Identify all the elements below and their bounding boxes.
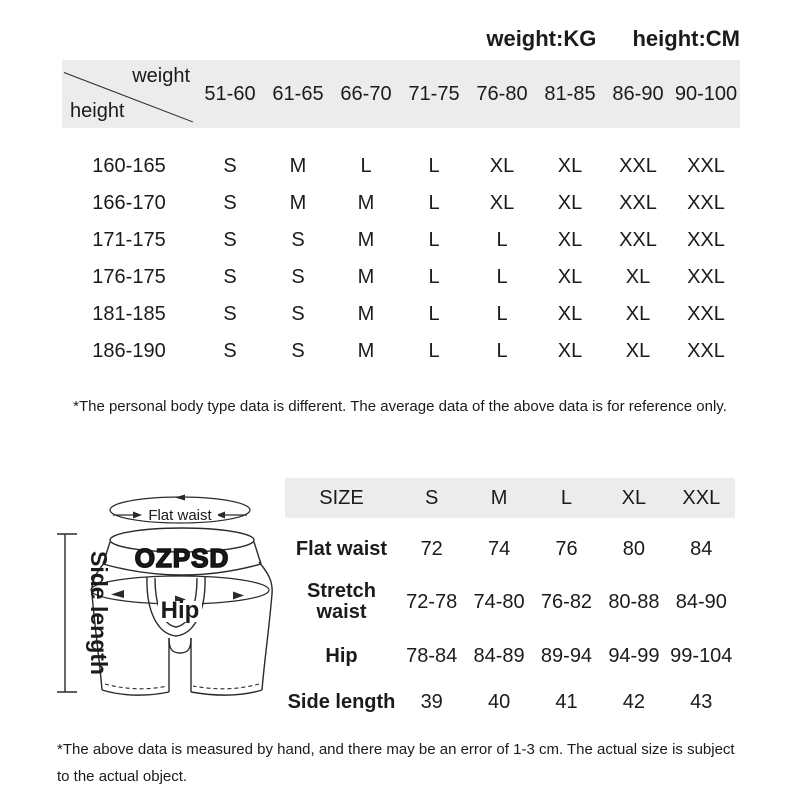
weight-range-header: 90-100 <box>674 82 738 105</box>
t2-value-cell: 74-80 <box>473 590 525 613</box>
size-cell: M <box>357 192 375 214</box>
t2-col-header: L <box>560 486 573 509</box>
t2-value-cell: 78-84 <box>406 644 458 667</box>
t2-value-cell: 84 <box>690 537 713 560</box>
units-line <box>456 26 740 52</box>
corner-weight-label: weight <box>132 65 190 87</box>
size-cell: S <box>223 192 237 214</box>
body-size-table-header <box>62 60 740 128</box>
weight-range-header: 51-60 <box>204 82 256 105</box>
size-cell: XXL <box>619 155 657 177</box>
height-range-cell: 176-175 <box>92 266 166 288</box>
size-cell: M <box>357 229 375 251</box>
t2-value-cell: 40 <box>487 690 511 713</box>
t2-value-cell: 76-82 <box>540 590 593 613</box>
right-hem-stitch <box>193 684 259 689</box>
size-cell: XXL <box>687 155 725 177</box>
size-cell: XXL <box>687 303 725 325</box>
size-cell: S <box>291 266 305 288</box>
size-cell: L <box>428 155 440 177</box>
size-cell: S <box>223 303 237 325</box>
t2-value-cell: 89-94 <box>540 644 593 667</box>
flat-waist-top-arrowhead <box>175 495 185 501</box>
t2-value-cell: 84-90 <box>675 590 727 613</box>
t2-col-header: M <box>490 486 508 509</box>
flat-waist-left-arrowhead <box>133 512 142 519</box>
size-cell: S <box>223 340 237 362</box>
size-cell: M <box>357 340 375 362</box>
weight-range-header: 71-75 <box>408 82 460 105</box>
size-cell: L <box>428 340 440 362</box>
size-cell: L <box>428 266 440 288</box>
bottom-footnote: *The above data is measured by hand, and there may be an error of 1-3 cm. The actual size is subject to the actual object. <box>57 741 735 785</box>
t2-value-cell: 42 <box>622 690 646 713</box>
corner-height-label: height <box>70 100 125 122</box>
measurement-table-body <box>285 527 735 725</box>
t2-row-label: Side length <box>287 690 396 713</box>
t2-col-header: XL <box>621 486 647 509</box>
size-cell: XL <box>625 303 651 325</box>
size-cell: M <box>289 192 307 214</box>
height-range-cell: 166-170 <box>92 192 166 214</box>
size-cell: XL <box>489 155 515 177</box>
t2-value-cell: 72 <box>420 537 443 560</box>
t2-value-cell: 94-99 <box>608 644 660 667</box>
brand-logo-text: OZPSD <box>134 543 230 573</box>
t2-value-cell: 74 <box>487 537 511 560</box>
corner-cell <box>62 60 196 128</box>
weight-range-header: 81-85 <box>544 82 596 105</box>
measurement-table-header <box>285 478 735 518</box>
side-length-label: Side length <box>86 551 112 675</box>
t2-col-header: S <box>425 486 439 509</box>
side-length-dimension <box>57 534 77 692</box>
size-cell: S <box>223 266 237 288</box>
size-cell: L <box>496 229 508 251</box>
size-cell: L <box>496 303 508 325</box>
t2-value-cell: 39 <box>420 690 443 713</box>
top-footnote: *The personal body type data is different. The average data of the above data is for reference only. <box>73 398 727 415</box>
t2-value-cell: 43 <box>690 690 713 713</box>
body-size-table-body <box>62 148 740 370</box>
size-cell: S <box>291 229 305 251</box>
size-cell: L <box>428 229 440 251</box>
height-unit-label: height:CM <box>632 26 740 51</box>
size-cell: XL <box>489 192 515 214</box>
weight-range-header: 76-80 <box>476 82 528 105</box>
t2-col-header: SIZE <box>319 486 364 509</box>
height-range-cell: 186-190 <box>92 340 166 362</box>
size-cell: M <box>357 303 375 325</box>
t2-value-cell: 76 <box>555 537 578 560</box>
size-cell: XL <box>557 266 583 288</box>
size-cell: L <box>496 340 508 362</box>
t2-value-cell: 72-78 <box>406 590 458 613</box>
height-range-cell: 160-165 <box>92 155 166 177</box>
weight-unit-label: weight:KG <box>486 26 597 51</box>
size-cell: XL <box>557 192 583 214</box>
height-range-cell: 181-185 <box>92 303 166 325</box>
size-cell: L <box>360 155 372 177</box>
size-cell: XXL <box>687 229 725 251</box>
size-cell: XL <box>625 266 651 288</box>
hip-right-arrowhead <box>233 592 244 600</box>
t2-row-label: Stretch waist <box>307 579 376 623</box>
t2-value-cell: 99-104 <box>670 644 733 667</box>
size-cell: XL <box>557 155 583 177</box>
t2-col-header: XXL <box>682 486 721 509</box>
t2-row-label: Hip <box>325 644 358 667</box>
size-cell: XXL <box>687 340 725 362</box>
size-cell: L <box>428 303 440 325</box>
weight-range-header: 66-70 <box>340 82 392 105</box>
height-range-cell: 171-175 <box>92 229 166 251</box>
size-cell: XXL <box>687 192 725 214</box>
t2-value-cell: 80-88 <box>608 590 660 613</box>
size-cell: L <box>496 266 508 288</box>
size-cell: XL <box>557 340 583 362</box>
size-cell: XXL <box>619 229 657 251</box>
size-cell: XL <box>557 303 583 325</box>
size-cell: M <box>357 266 375 288</box>
t2-row-label: Flat waist <box>295 537 388 560</box>
left-hem-stitch <box>105 684 167 689</box>
size-cell: XXL <box>687 266 725 288</box>
size-cell: XXL <box>619 192 657 214</box>
size-cell: XL <box>625 340 651 362</box>
size-cell: S <box>223 229 237 251</box>
weight-range-header: 86-90 <box>612 82 664 105</box>
boxer-shorts-illustration <box>45 478 295 720</box>
size-cell: S <box>223 155 237 177</box>
size-cell: S <box>291 340 305 362</box>
hip-label: Hip <box>160 597 200 624</box>
weight-range-header: 61-65 <box>272 82 324 105</box>
size-cell: XL <box>557 229 583 251</box>
size-cell: M <box>289 155 307 177</box>
t2-value-cell: 84-89 <box>473 644 525 667</box>
t2-value-cell: 41 <box>555 690 578 713</box>
flat-waist-label: Flat waist <box>148 507 212 524</box>
size-cell: L <box>428 192 440 214</box>
t2-value-cell: 80 <box>622 537 646 560</box>
size-cell: S <box>291 303 305 325</box>
